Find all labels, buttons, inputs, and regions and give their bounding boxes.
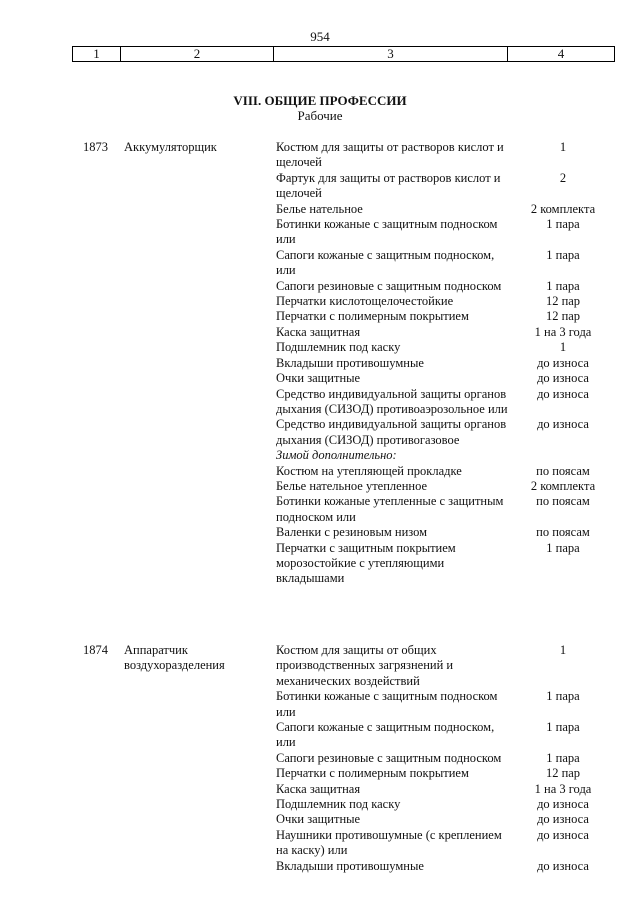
equipment-row <box>276 217 616 248</box>
item-name: Белье нательное <box>276 201 363 216</box>
item-name: Перчатки с защитным покрытием морозостойкие с утепляющими вкладышами <box>276 540 456 586</box>
item-name: Белье нательное утепленное <box>276 478 428 493</box>
equipment-row <box>276 371 616 386</box>
item-quantity: 1 <box>559 340 567 355</box>
equipment-row <box>276 248 616 279</box>
item-quantity: до износа <box>537 858 589 873</box>
section-title: VIII. ОБЩИЕ ПРОФЕССИИ <box>233 93 407 108</box>
equipment-row <box>276 140 616 171</box>
equipment-row <box>276 643 616 689</box>
item-quantity: по поясам <box>536 463 590 478</box>
equipment-row <box>276 279 616 294</box>
item-name: Перчатки с полимерным покрытием <box>276 309 469 324</box>
item-name: Перчатки с полимерным покрытием <box>276 766 469 781</box>
equipment-row <box>276 448 616 463</box>
item-quantity: до износа <box>537 371 589 386</box>
item-name: Ботинки кожаные с защитным подноском или <box>276 689 498 719</box>
item-quantity: 12 пар <box>545 309 581 324</box>
item-quantity: 1 пара <box>546 720 580 735</box>
equipment-row <box>276 720 616 751</box>
equipment-row <box>276 356 616 371</box>
item-name: Очки защитные <box>276 812 361 827</box>
equipment-row <box>276 812 616 827</box>
equipment-row <box>276 202 616 217</box>
item-quantity: до износа <box>537 386 589 401</box>
equipment-row <box>276 525 616 540</box>
entry-number: 1874 <box>83 643 108 657</box>
equipment-row <box>276 828 616 859</box>
item-name: Сапоги кожаные с защитным подноском, или <box>276 720 495 750</box>
item-quantity: 1 пара <box>546 217 580 232</box>
equipment-row <box>276 782 616 797</box>
item-name: Подшлемник под каску <box>276 340 401 355</box>
column-header-2: 2 <box>121 47 274 62</box>
item-name: Сапоги резиновые с защитным подноском <box>276 278 502 293</box>
item-quantity: до износа <box>537 797 589 812</box>
equipment-row <box>276 294 616 309</box>
equipment-row <box>276 171 616 202</box>
equipment-row <box>276 797 616 812</box>
equipment-row <box>276 859 616 874</box>
equipment-row <box>276 689 616 720</box>
item-quantity: по поясам <box>536 494 590 509</box>
item-quantity: 1 пара <box>546 278 580 293</box>
equipment-list <box>276 140 616 587</box>
item-quantity: по поясам <box>536 525 590 540</box>
equipment-row <box>276 479 616 494</box>
item-name: Вкладыши противошумные <box>276 355 424 370</box>
item-quantity: 1 <box>559 140 567 154</box>
item-name: Валенки с резиновым низом <box>276 525 428 540</box>
profession-name: Аппаратчик воздухоразделения <box>124 643 225 673</box>
item-quantity: 12 пар <box>545 294 581 309</box>
profession-name: Аккумуляторщик <box>124 140 217 154</box>
item-name: Костюм для защиты от растворов кислот и щелочей <box>276 140 504 170</box>
equipment-row <box>276 340 616 355</box>
item-name: Ботинки кожаные с защитным подноском или <box>276 217 498 247</box>
item-name: Средство индивидуальной защиты органов дыхания (СИЗОД) противогазовое <box>276 417 507 447</box>
item-quantity: до износа <box>537 355 589 370</box>
item-quantity: 2 комплекта <box>530 201 596 216</box>
page-number: 954 <box>310 29 330 44</box>
column-header-3: 3 <box>274 47 508 62</box>
item-quantity: до износа <box>537 827 589 842</box>
equipment-row <box>276 494 616 525</box>
equipment-list <box>276 643 616 874</box>
item-quantity: 1 на 3 года <box>534 324 592 339</box>
column-header-1: 1 <box>73 47 121 62</box>
item-name: Средство индивидуальной защиты органов дыхания (СИЗОД) противоаэрозольное или <box>276 386 508 416</box>
item-quantity: 1 на 3 года <box>534 781 592 796</box>
item-quantity: 2 <box>559 170 567 185</box>
item-name: Сапоги резиновые с защитным подноском <box>276 750 502 765</box>
item-quantity: 1 пара <box>546 247 580 262</box>
item-name: Костюм на утепляющей прокладке <box>276 463 462 478</box>
column-header-4: 4 <box>508 47 615 62</box>
item-quantity: до износа <box>537 417 589 432</box>
item-name: Сапоги кожаные с защитным подноском, или <box>276 247 495 278</box>
equipment-row <box>276 464 616 479</box>
entry-number: 1873 <box>83 140 108 154</box>
item-quantity: 1 пара <box>546 689 580 704</box>
item-name: Костюм для защиты от общих производственных загрязнений и механических воздействий <box>276 643 454 688</box>
equipment-row <box>276 417 616 448</box>
equipment-row <box>276 541 616 587</box>
item-name: Перчатки кислотощелочестойкие <box>276 294 454 309</box>
equipment-row <box>276 751 616 766</box>
column-header-table <box>72 46 615 62</box>
equipment-row <box>276 766 616 781</box>
item-name: Каска защитная <box>276 781 361 796</box>
item-quantity: до износа <box>537 812 589 827</box>
item-name: Подшлемник под каску <box>276 797 401 812</box>
item-quantity <box>510 448 616 463</box>
equipment-row <box>276 309 616 324</box>
winter-additional-label: Зимой дополнительно: <box>276 448 397 463</box>
item-name: Фартук для защиты от растворов кислот и щелочей <box>276 170 501 201</box>
item-name: Каска защитная <box>276 324 361 339</box>
item-name: Вкладыши противошумные <box>276 858 424 873</box>
item-name: Наушники противошумные (с креплением на каску) или <box>276 827 502 858</box>
equipment-row <box>276 325 616 340</box>
item-quantity: 12 пар <box>545 766 581 781</box>
item-quantity: 1 <box>559 643 567 657</box>
item-quantity: 2 комплекта <box>530 478 596 493</box>
item-quantity: 1 пара <box>546 750 580 765</box>
item-name: Очки защитные <box>276 371 361 386</box>
item-name: Ботинки кожаные утепленные с защитным подноском или <box>276 494 504 524</box>
equipment-row <box>276 387 616 418</box>
item-quantity: 1 пара <box>546 540 580 555</box>
section-subtitle: Рабочие <box>297 108 343 123</box>
